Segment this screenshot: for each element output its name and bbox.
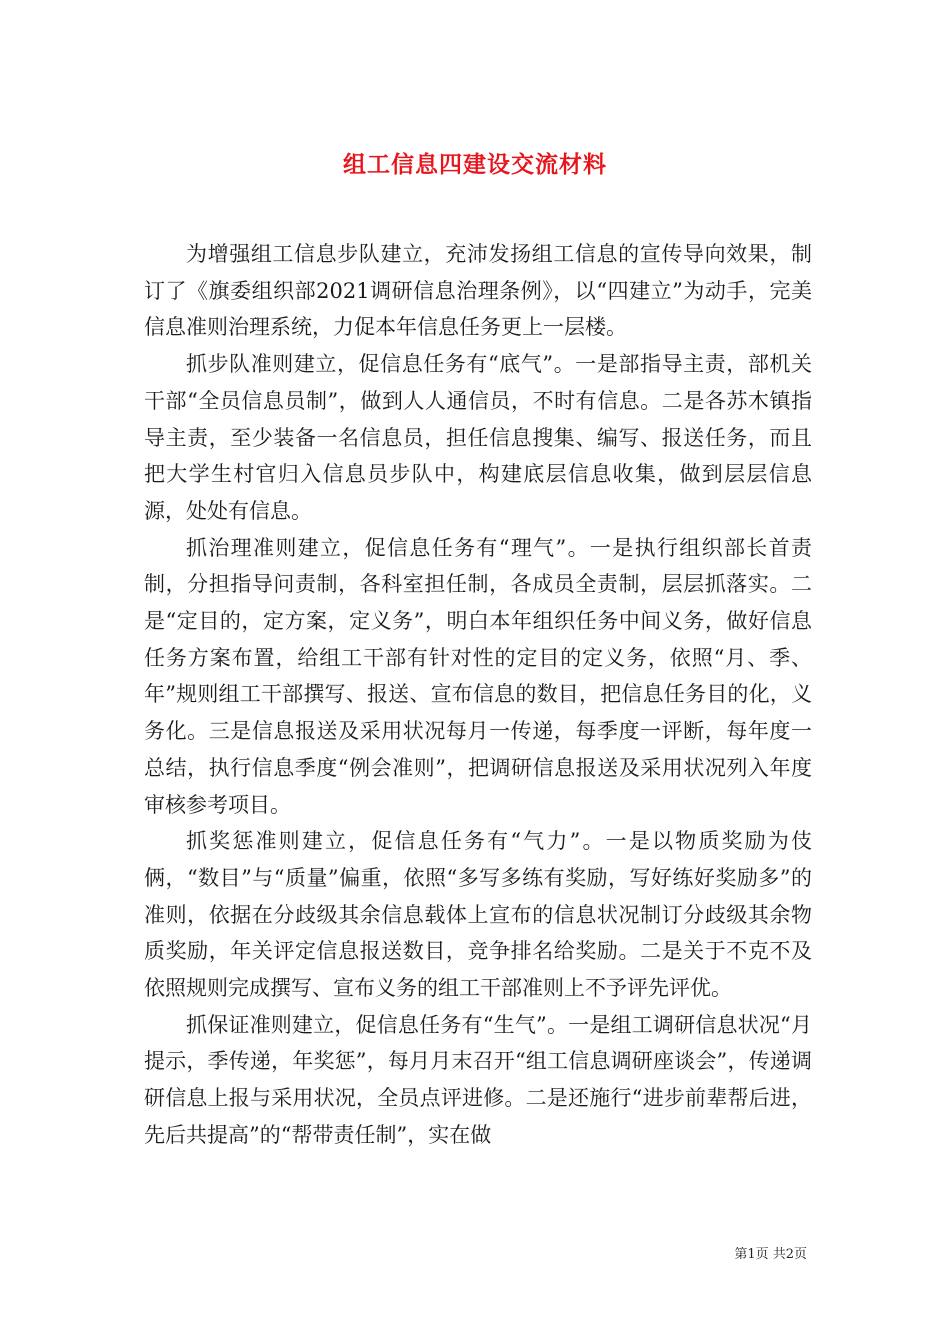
paragraph-rewards: 抓奖惩准则建立，促信息任务有“气力”。一是以物质奖励为伎俩，“数目”与“质量”偏重，依照“多写多练有奖励，写好练好奖励多”的准则，依据在分歧级其余信息载体上宣布的信息状况制订分歧级其余物质奖励，年关评定信息报送数目，竞争排名给奖励。二是关于不克不及依照规则完成撰写、宣布义务的组工干部准则上不予评先评优。: [144, 829, 812, 1001]
paragraph-intro: 为增强组工信息步队建立，充沛发扬组工信息的宣传导向效果，制订了《旗委组织部2021调研信息治理条例》，以“四建立”为动手，完美信息准则治理系统，力促本年信息任务更上一层楼。: [144, 242, 812, 340]
document-body: [144, 236, 812, 1154]
paragraph-team: 抓步队准则建立，促信息任务有“底气”。一是部指导主责，部机关干部“全员信息员制”，做到人人通信员，不时有信息。二是各苏木镇指导主责，至少装备一名信息员，担任信息搜集、编写、报送任务，而且把大学生村官归入信息员步队中，构建底层信息收集，做到层层信息源，处处有信息。: [144, 352, 812, 523]
paragraph-guarantee: 抓保证准则建立，促信息任务有“生气”。一是组工调研信息状况“月提示，季传递，年奖惩”，每月月末召开“组工信息调研座谈会”，传递调研信息上报与采用状况，全员点评进修。二是还施行“进步前辈帮后进，先后共提高”的“帮带责任制”，实在做: [144, 1012, 812, 1147]
page-number: 第1页 共2页: [734, 1247, 807, 1262]
document-title: 组工信息四建设交流材料: [343, 151, 607, 179]
paragraph-management: 抓治理准则建立，促信息任务有“理气”。一是执行组织部长首责制，分担指导问责制，各科室担任制，各成员全责制，层层抓落实。二是“定目的，定方案，定义务”，明白本年组织任务中间义务，做好信息任务方案布置，给组工干部有针对性的定目的定义务，依照“月、季、年”规则组工干部撰写、报送、宣布信息的数目，把信息任务目的化，义务化。三是信息报送及采用状况每月一传递，每季度一评断，每年度一总结，执行信息季度“例会准则”，把调研信息报送及采用状况列入年度审核参考项目。: [144, 535, 812, 817]
